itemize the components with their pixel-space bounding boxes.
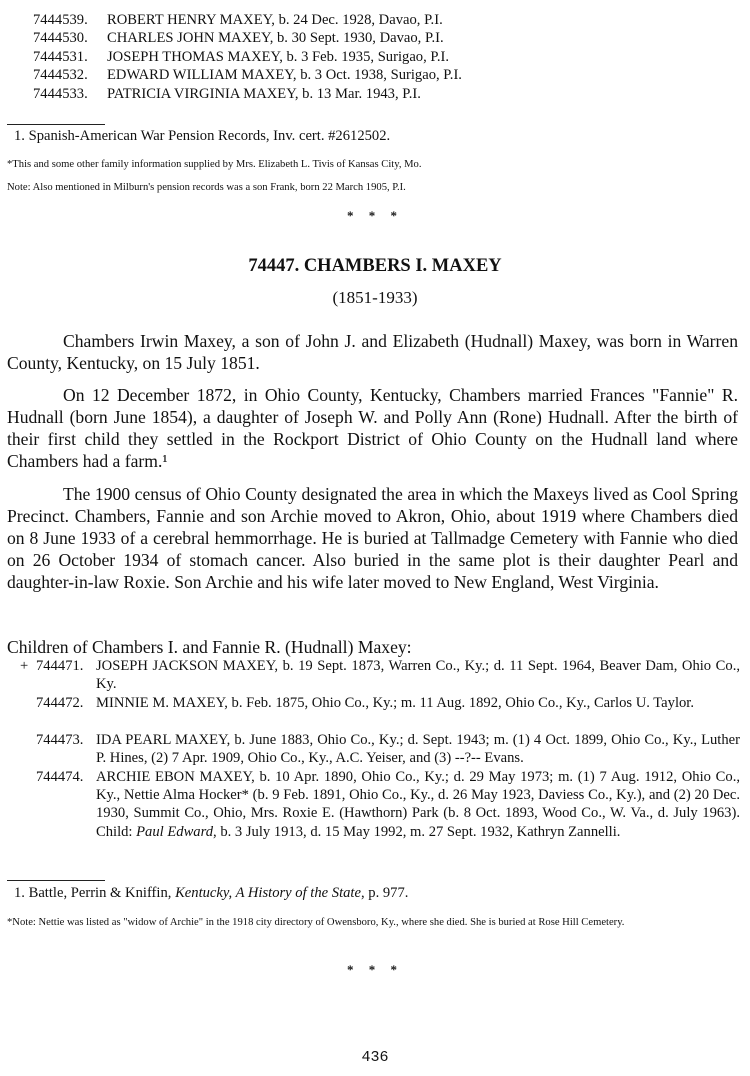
child-text: IDA PEARL MAXEY, b. June 1883, Ohio Co., Ky.; d. Sept. 1943; m. (1) 4 Oct. 1899, Ohio Co., Ky., Luther P. Hines, (2) 7 Apr. 1909, Ohio Co., Ky., A.C. Yeiser, and (3) --?-- Evans.: [96, 732, 740, 767]
section-title: 74447. CHAMBERS I. MAXEY: [248, 256, 502, 276]
footnote-book-title: Kentucky, A History of the State: [175, 885, 361, 901]
child-id: 744474.: [36, 769, 84, 785]
paragraph-text: The 1900 census of Ohio County designated the area in which the Maxeys lived as Cool Spring Precinct. Chambers, Fannie and son Archie moved to Akron, Ohio, about 1919 where Chambers died on 8 June 1933 of a cerebral hemmorrhage. He is buried at Tallmadge Cemetery with Fannie who died on 26 October 1934 of stomach cancer. Also buried in the same plot is their daughter Pearl and daughter-in-law Roxie. Son Archie and his wife later moved to New England, West Virginia.: [7, 484, 738, 592]
footnote-note: *This and some other family information supplied by Mrs. Elizabeth L. Tivis of Kansas City, Mo.: [7, 159, 422, 170]
footnote-1: [14, 885, 408, 902]
page-number: 436: [361, 1049, 389, 1066]
list-item-text: PATRICIA VIRGINIA MAXEY, b. 13 Mar. 1943, P.I.: [107, 85, 421, 102]
list-item-text: CHARLES JOHN MAXEY, b. 30 Sept. 1930, Davao, P.I.: [107, 30, 444, 47]
list-item-text: ROBERT HENRY MAXEY, b. 24 Dec. 1928, Davao, P.I.: [107, 12, 443, 28]
list-item-text: JOSEPH THOMAS MAXEY, b. 3 Feb. 1935, Surigao, P.I.: [107, 48, 450, 65]
footnote-text: 1. Battle, Perrin & Kniffin,: [14, 885, 176, 901]
child-name-italic: Paul Edward: [136, 823, 214, 840]
body-paragraph: [7, 483, 738, 593]
child-text: MINNIE M. MAXEY, b. Feb. 1875, Ohio Co., Ky.; m. 11 Aug. 1892, Ohio Co., Ky., Carlos U. Taylor.: [96, 695, 694, 711]
line-of-descent-marker: +: [20, 658, 29, 674]
child-entry: [14, 768, 740, 841]
list-item: [33, 66, 462, 84]
list-item: [33, 29, 462, 47]
section-dates: (1851-1933): [332, 288, 418, 307]
children-heading: Children of Chambers I. and Fannie R. (Hudnall) Maxey:: [7, 637, 412, 657]
child-id: 744471.: [36, 658, 84, 674]
footnote-text: , p. 977.: [360, 885, 409, 901]
footnote-divider: [7, 124, 105, 125]
footnote-note: *Note: Nettie was listed as "widow of Archie" in the 1918 city directory of Owensboro, Ky., where she died. She is buried at Rose Hill Cemetery.: [7, 917, 625, 928]
grandchildren-list: [33, 11, 462, 103]
footnote-1: 1. Spanish-American War Pension Records, Inv. cert. #2612502.: [14, 128, 391, 144]
list-item-id: 7444530.: [33, 30, 88, 47]
body-paragraph: [7, 384, 738, 472]
list-item-text: EDWARD WILLIAM MAXEY, b. 3 Oct. 1938, Surigao, P.I.: [107, 67, 462, 84]
list-item-id: 7444531.: [33, 48, 88, 65]
list-item-id: 7444532.: [33, 67, 88, 84]
child-entry: [14, 731, 740, 767]
child-text-part: ARCHIE EBON MAXEY, b. 10 Apr. 1890, Ohio Co., Ky.; d. 29 May 1973; m. (1) 7 Aug. 1912, Ohio Co., Ky., Nettie Alma Hocker* (b. 9 Feb. 1891, Ohio Co., Ky., d. 26 May 1923, Daviess Co., Ky.), and (2) 20 Dec. 1930, Summit Co., Ohio, Mrs. Roxie E. (Hawthorn) Park (b. 8 Oct. 1893, Wood Co., W. Va., d. July 1963). Child:: [96, 769, 740, 840]
child-entry: [14, 657, 740, 693]
footnote-divider: [7, 880, 105, 881]
child-text-part: , b. 3 July 1913, d. 15 May 1992, m. 27 Sept. 1932, Kathryn Zannelli.: [213, 823, 621, 840]
list-item: [33, 11, 462, 29]
list-item: [33, 85, 462, 103]
child-id: 744473.: [36, 732, 84, 748]
child-id: 744472.: [36, 695, 84, 711]
paragraph-text: On 12 December 1872, in Ohio County, Kentucky, Chambers married Frances "Fannie" R. Hudnall (born June 1854), a daughter of Joseph W. and Polly Ann (Rone) Hudnall. After the birth of their first child they settled in the Rockport District of Ohio County on the Hudnall land where Chambers had a farm.¹: [7, 385, 738, 471]
section-separator: * * *: [347, 962, 403, 977]
body-paragraph: [7, 330, 738, 374]
child-entry: [14, 694, 740, 712]
paragraph-text: Chambers Irwin Maxey, a son of John J. and Elizabeth (Hudnall) Maxey, was born in Warren County, Kentucky, on 15 July 1851.: [7, 331, 738, 373]
footnote-note: Note: Also mentioned in Milburn's pension records was a son Frank, born 22 March 1905, P.I.: [7, 182, 406, 193]
child-text: JOSEPH JACKSON MAXEY, b. 19 Sept. 1873, Warren Co., Ky.; d. 11 Sept. 1964, Beaver Dam, Ohio Co., Ky.: [96, 658, 740, 693]
list-item: [33, 48, 462, 66]
section-separator: * * *: [347, 208, 403, 223]
list-item-id: 7444533.: [33, 85, 88, 102]
child-text: [96, 768, 740, 841]
list-item-id: 7444539.: [33, 12, 88, 28]
